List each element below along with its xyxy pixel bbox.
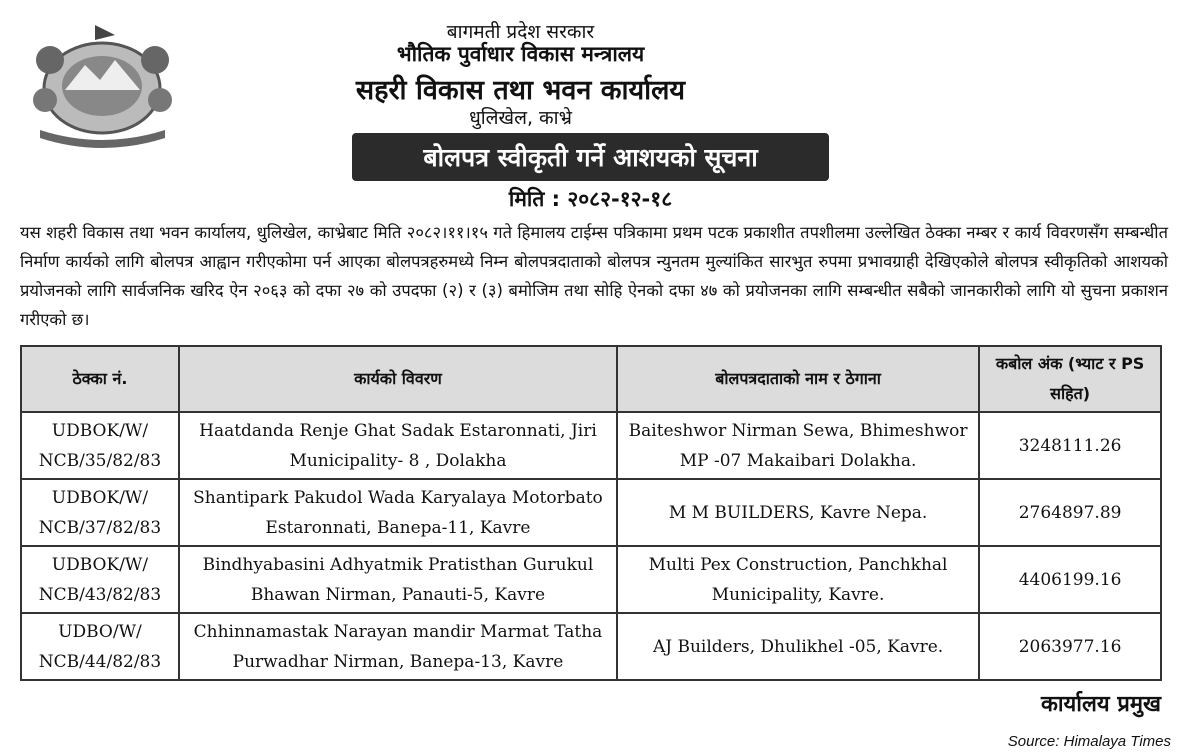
cell-bidder: M M BUILDERS, Kavre Nepa. [617, 479, 979, 546]
cell-contract-no: UDBO/W/ NCB/44/82/83 [21, 613, 179, 680]
cell-description: Shantipark Pakudol Wada Karyalaya Motorbato Estaronnati, Banepa-11, Kavre [179, 479, 617, 546]
signature-office-chief: कार्यालय प्रमुख [1040, 692, 1161, 717]
cell-description: Bindhyabasini Adhyatmik Pratisthan Gurukul Bhawan Nirman, Panauti-5, Kavre [179, 546, 617, 613]
table-row [21, 412, 1161, 479]
col-amount: कबोल अंक (भ्याट र PS सहित) [979, 346, 1161, 412]
table-header-row [21, 346, 1161, 412]
notice-date: मिति : २०८२-१२-१८ [508, 187, 673, 211]
col-bidder: बोलपत्रदाताको नाम र ठेगाना [617, 346, 979, 412]
cell-bidder: Multi Pex Construction, Panchkhal Municipality, Kavre. [617, 546, 979, 613]
cell-amount: 4406199.16 [979, 546, 1161, 613]
cell-description: Chhinnamastak Narayan mandir Marmat Tatha Purwadhar Nirman, Banepa-13, Kavre [179, 613, 617, 680]
cell-bidder: AJ Builders, Dhulikhel -05, Kavre. [617, 613, 979, 680]
table-row [21, 613, 1161, 680]
cell-bidder: Baiteshwor Nirman Sewa, Bhimeshwor MP -07 Makaibari Dolakha. [617, 412, 979, 479]
header-office: सहरी विकास तथा भवन कार्यालय [355, 75, 686, 106]
table-row [21, 546, 1161, 613]
header-ministry: भौतिक पुर्वाधार विकास मन्त्रालय [396, 42, 645, 66]
notice-title: बोलपत्र स्वीकृती गर्ने आशयको सूचना [352, 133, 829, 181]
header-province: बागमती प्रदेश सरकार [446, 21, 595, 43]
cell-amount: 2764897.89 [979, 479, 1161, 546]
cell-description: Haatdanda Renje Ghat Sadak Estaronnati, Jiri Municipality- 8 , Dolakha [179, 412, 617, 479]
header-location: धुलिखेल, काभ्रे [469, 107, 572, 129]
cell-contract-no: UDBOK/W/ NCB/35/82/83 [21, 412, 179, 479]
cell-amount: 3248111.26 [979, 412, 1161, 479]
col-description: कार्यको विवरण [179, 346, 617, 412]
col-contract-no: ठेक्का नं. [21, 346, 179, 412]
source-credit: Source: Himalaya Times [1007, 733, 1171, 750]
cell-amount: 2063977.16 [979, 613, 1161, 680]
cell-contract-no: UDBOK/W/ NCB/37/82/83 [21, 479, 179, 546]
table-row [21, 479, 1161, 546]
award-table [20, 345, 1162, 681]
notice-body: यस शहरी विकास तथा भवन कार्यालय, धुलिखेल, काभ्रेबाट मिति २०८२।११।१५ गते हिमालय टाईम्स पत्रिकामा प्रथम पटक प्रकाशीत तपशीलमा उल्लेखित ठेक्का नम्बर र कार्य विवरणसँग सम्बन्धीत निर्माण कार्यको लागि बोलपत्र आह्वान गरीएकोमा पर्न आएका बोलपत्रहरुमध्ये निम्न बोलपत्रदाताको बोलपत्र न्युनतम मुल्यांकित सारभुत रुपमा प्रभावग्राही देखिएकोले बोलपत्र स्वीकृतिको आशयको प्रयोजनको लागि सार्वजनिक खरिद ऐन २०६३ को दफा २७ को उपदफा (२) र (३) बमोजिम तथा सोहि ऐनको दफा ४७ को प्रयोजनका लागि सम्बन्धीत सबैको जानकारीको लागि यो सुचना प्रकाशन गरीएको छ। [20, 223, 1168, 329]
cell-contract-no: UDBOK/W/ NCB/43/82/83 [21, 546, 179, 613]
